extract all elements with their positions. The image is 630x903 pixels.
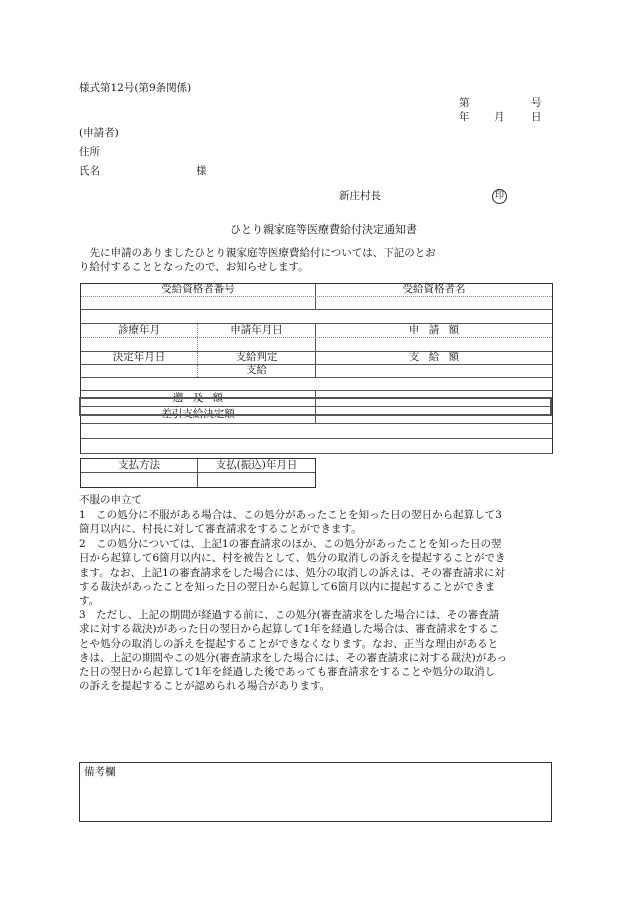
date-hi: 日 xyxy=(531,111,542,123)
honorific-sama: 様 xyxy=(196,165,207,177)
spacer-row xyxy=(81,424,552,438)
decision-date-value xyxy=(81,365,198,377)
appeal-line: 1 この処分に不服がある場合は、この処分があったことを知った日の翌日から起算して3 xyxy=(79,509,502,521)
net-payment-value xyxy=(316,407,552,423)
applicant-label: (申請者) xyxy=(79,127,119,139)
spacer-row xyxy=(81,378,552,390)
remarks-label: 備考欄 xyxy=(84,766,116,778)
retroactive-amount-value xyxy=(316,391,552,406)
payment-amount-value xyxy=(316,365,552,377)
date-nen: 年 xyxy=(459,111,470,123)
recipient-number-value xyxy=(81,297,316,309)
appeal-line: する裁決があったことを知った日の翌日から起算して6箇月以内に提起することができま xyxy=(79,580,496,593)
appeal-heading: 不服の申立て xyxy=(79,494,142,506)
date-tsuki: 月 xyxy=(494,111,505,123)
application-date-value xyxy=(198,338,316,351)
appeal-line: とや処分の取消しの訴えを提起することができなくなります。なお、正当な理由があると xyxy=(79,637,499,650)
intro-text xyxy=(79,246,551,275)
appeal-line: 求に対する裁決)があった日の翌日から起算して1年を経過した場合は、審査請求をするこ xyxy=(79,623,500,636)
document-title: ひとり親家庭等医療費給付決定通知書 xyxy=(230,223,417,236)
appeal-line: た日の翌日から起算して1年を経過した後であっても審査請求をすることや処分の取消し xyxy=(79,666,496,679)
appeal-line: きは、上記の期間やこの処分(審査請求をした場合には、その審査請求に対する裁決)があっ xyxy=(79,651,508,664)
appeal-paragraph-1 xyxy=(79,508,551,537)
form-number: 様式第12号(第9条関係) xyxy=(79,82,192,94)
payment-method-header: 支払方法 xyxy=(81,459,198,472)
spacer-row xyxy=(81,439,552,453)
appeal-line: 箇月以内に、村長に対して審査請求をすることができます。 xyxy=(79,523,362,536)
application-date-header: 申請年月日 xyxy=(198,324,316,337)
applied-amount-value xyxy=(316,338,552,351)
treatment-ym-header: 診療年月 xyxy=(81,324,198,337)
appeal-line: 2 この処分については、上記1の審査請求のほか、この処分があったことを知った日の翌 xyxy=(79,538,502,550)
decision-date-header: 決定年月日 xyxy=(81,352,198,364)
appeal-paragraph-2 xyxy=(79,537,551,608)
spacer-row xyxy=(81,310,552,323)
recipient-number-header: 受給資格者番号 xyxy=(81,284,316,296)
seal-icon: 印 xyxy=(492,189,507,204)
payment-amount-header: 支給額 xyxy=(408,351,469,364)
number-go: 号 xyxy=(531,97,542,109)
number-dai: 第 xyxy=(459,97,470,109)
treatment-ym-value xyxy=(81,338,198,351)
transfer-date-header: 支払(振込)年月日 xyxy=(215,458,298,471)
net-payment-label: 差引支給決定額 xyxy=(81,407,316,423)
payment-judgment-header: 支給判定 xyxy=(198,352,316,364)
recipient-name-value xyxy=(316,297,552,309)
issuer-title: 新庄村長 xyxy=(339,190,381,202)
retroactive-amount-label: 遡及額 xyxy=(172,391,233,404)
payment-method-value xyxy=(81,473,198,487)
name-label: 氏名 xyxy=(79,165,100,177)
appeal-line: の訴えを提起することが認められる場合があります。 xyxy=(79,680,331,693)
transfer-date-value xyxy=(198,473,315,487)
benefit-table xyxy=(80,283,553,454)
address-label: 住所 xyxy=(79,146,100,158)
applied-amount-header: 申請額 xyxy=(408,323,469,336)
payment-label: 支給 xyxy=(198,365,316,377)
appeal-line: ます。なお、上記1の審査請求をした場合には、処分の取消しの訴えは、その審査請求に対 xyxy=(79,566,505,579)
payment-method-table xyxy=(80,458,316,488)
intro-line: 先に申請のありましたひとり親家庭等医療費給付については、下記のとお xyxy=(79,247,436,259)
appeal-line: す。 xyxy=(79,595,100,608)
appeal-line: 日から起算して6箇月以内に、村を被告として、処分の取消しの訴えを提起することができ xyxy=(79,552,506,565)
recipient-name-header: 受給資格者名 xyxy=(402,283,466,296)
appeal-line: 3 ただし、上記の期間が経過する前に、この処分(審査請求をした場合には、その審査請 xyxy=(79,609,500,621)
intro-line: り給付することとなったので、お知らせします。 xyxy=(79,261,309,274)
remarks-box xyxy=(79,762,552,822)
appeal-paragraph-3 xyxy=(79,608,551,694)
